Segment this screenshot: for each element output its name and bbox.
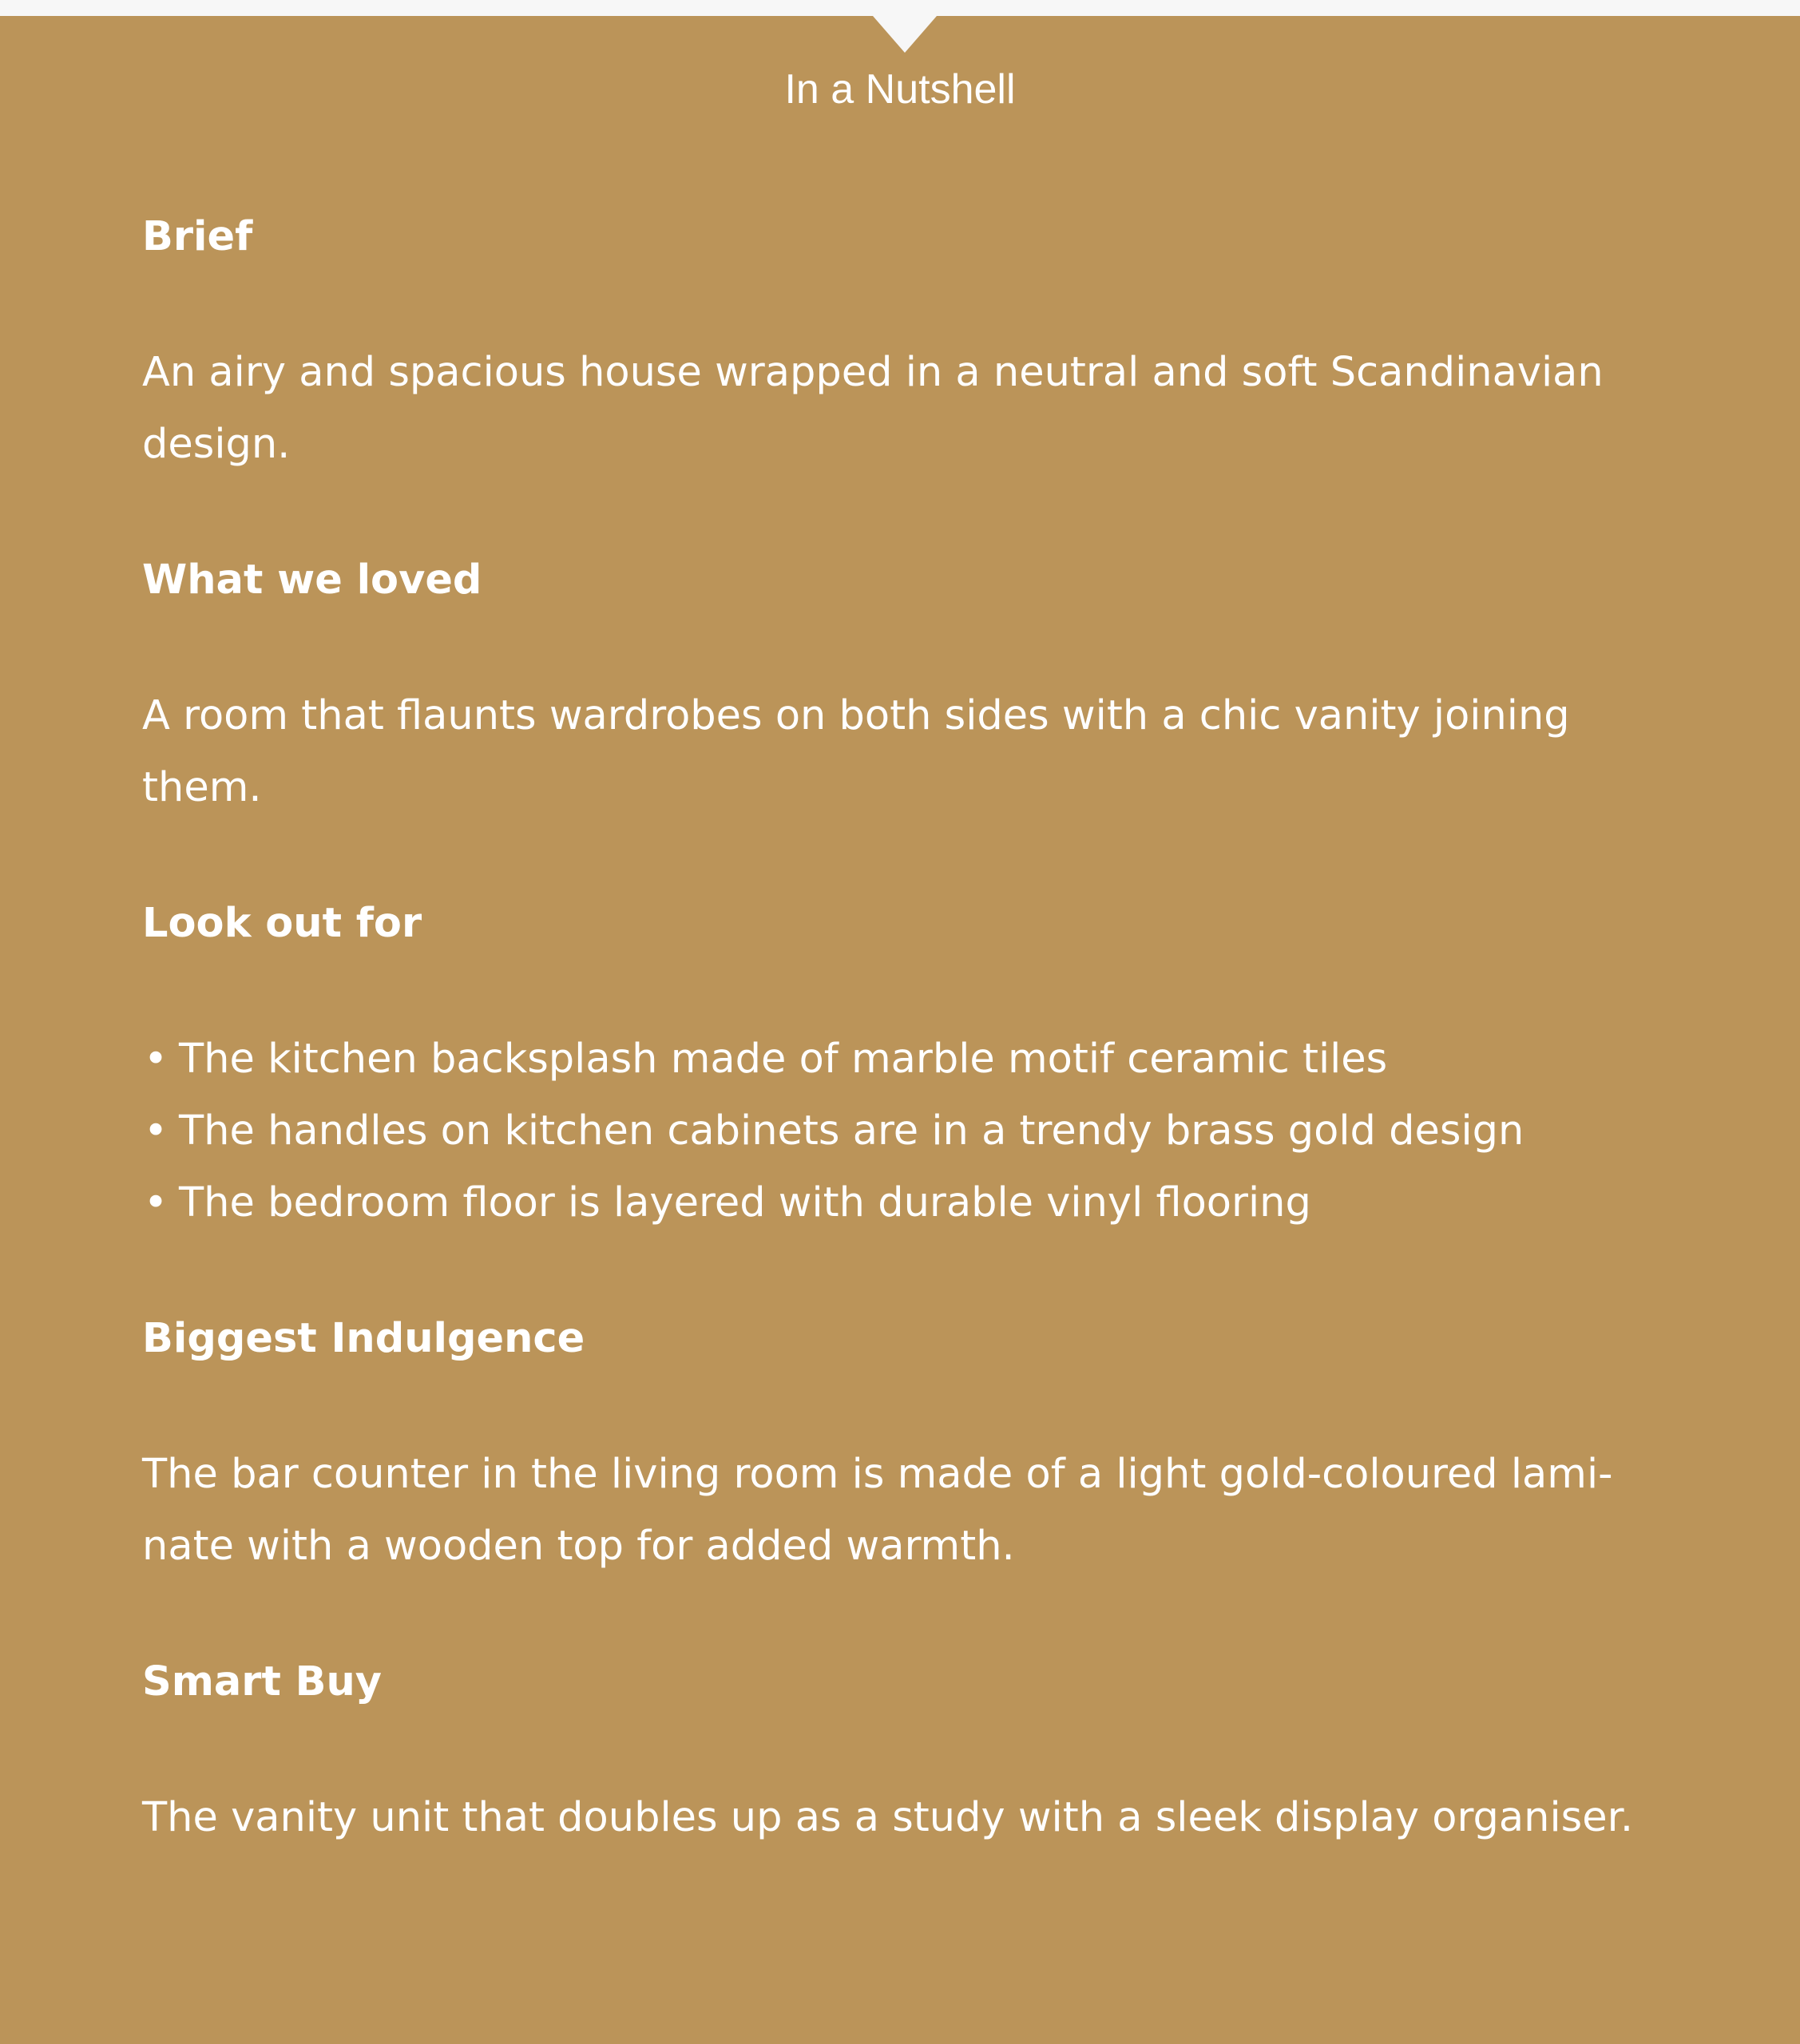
section-heading-indulgence: Biggest Indulgence bbox=[142, 1315, 585, 1362]
top-strip bbox=[0, 0, 1800, 16]
section-heading-lookout: Look out for bbox=[142, 900, 422, 947]
section-text-smart-buy bbox=[142, 1782, 1659, 1854]
section-text-brief bbox=[142, 337, 1659, 481]
bullet-icon: • bbox=[144, 1107, 169, 1155]
section-heading-smart-buy: Smart Buy bbox=[142, 1658, 382, 1705]
list-item-text: The bedroom floor is layered with durable vinyl flooring bbox=[179, 1179, 1311, 1226]
list-item bbox=[142, 1167, 1659, 1239]
section-text-indulgence bbox=[142, 1439, 1659, 1583]
text-line: nate with a wooden top for added warmth. bbox=[142, 1523, 1015, 1570]
panel-notch bbox=[873, 16, 937, 53]
section-brief bbox=[142, 201, 1659, 481]
section-loved bbox=[142, 545, 1659, 824]
panel-content bbox=[142, 201, 1659, 1854]
text-line: A room that flaunts wardrobes on both sides with a chic vanity joining bbox=[142, 692, 1570, 739]
bullet-icon: • bbox=[144, 1179, 169, 1226]
section-heading-loved: What we loved bbox=[142, 557, 482, 604]
list-item bbox=[142, 1095, 1659, 1167]
section-text-loved bbox=[142, 680, 1659, 824]
lookout-list bbox=[142, 1024, 1659, 1239]
section-smart-buy bbox=[142, 1646, 1659, 1854]
section-indulgence bbox=[142, 1303, 1659, 1583]
list-item-text: The handles on kitchen cabinets are in a trendy brass gold design bbox=[179, 1107, 1524, 1155]
text-line: design. bbox=[142, 421, 291, 468]
bullet-icon: • bbox=[144, 1036, 169, 1083]
panel-title: In a Nutshell bbox=[784, 66, 1016, 113]
section-heading-brief: Brief bbox=[142, 213, 253, 260]
text-line: The vanity unit that doubles up as a study with a sleek display organiser. bbox=[142, 1794, 1634, 1841]
text-line: An airy and spacious house wrapped in a neutral and soft Scandinavian bbox=[142, 349, 1604, 396]
list-item-text: The kitchen backsplash made of marble motif ceramic tiles bbox=[179, 1036, 1388, 1083]
list-item bbox=[142, 1024, 1659, 1095]
text-line: them. bbox=[142, 764, 262, 811]
text-line: The bar counter in the living room is made of a light gold-coloured lami- bbox=[142, 1451, 1613, 1498]
section-lookout bbox=[142, 888, 1659, 1239]
